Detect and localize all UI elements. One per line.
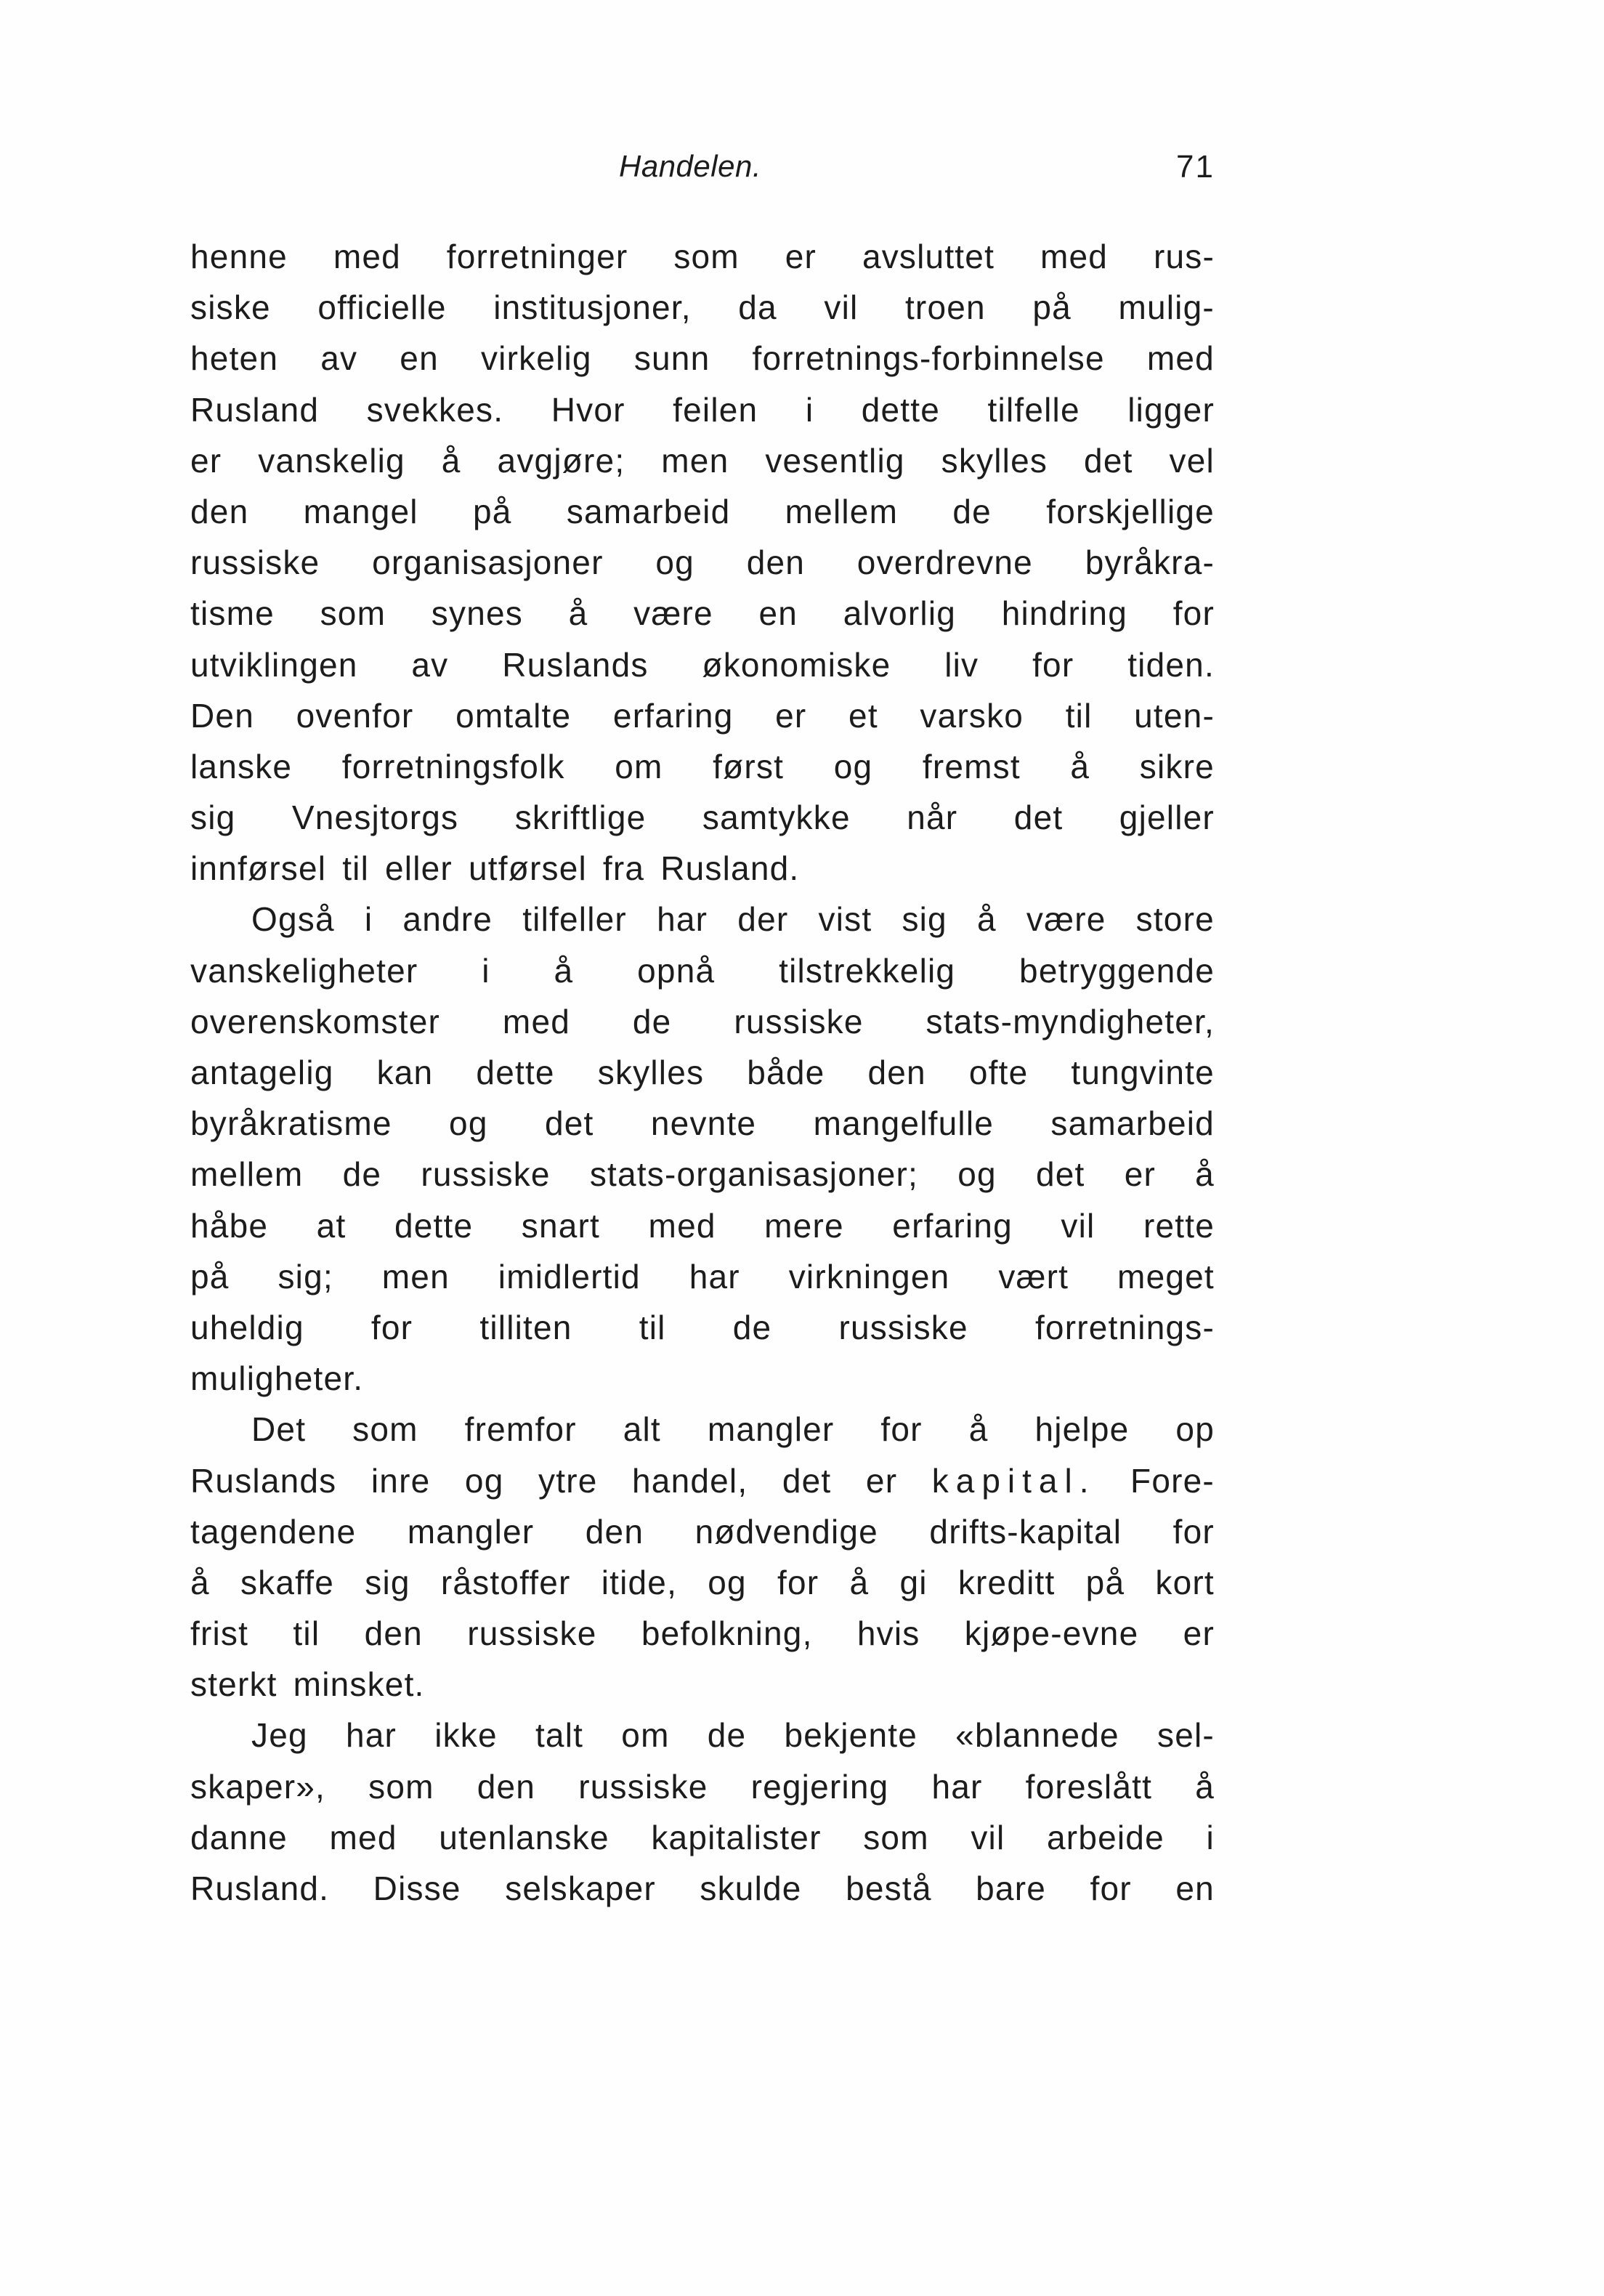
word: fremst: [922, 747, 1021, 785]
text-line: [190, 894, 1215, 945]
word: en: [400, 339, 439, 378]
word: Jeg: [251, 1716, 308, 1755]
word: alt: [623, 1410, 661, 1449]
word: når: [907, 799, 958, 837]
word: stats-myndigheter,: [925, 1002, 1215, 1040]
text-line: [190, 1761, 1215, 1812]
word: å: [1195, 1767, 1215, 1806]
word: det: [1084, 441, 1133, 480]
word: rette: [1143, 1206, 1215, 1245]
word: dette: [394, 1206, 474, 1245]
word: russiske: [838, 1308, 968, 1346]
word: en: [758, 594, 798, 633]
text-line: [190, 1404, 1215, 1455]
word: ytre: [538, 1461, 598, 1500]
word: å: [968, 1410, 989, 1449]
text-line: [190, 588, 1215, 639]
word: i: [1206, 1818, 1215, 1856]
word: den: [867, 1054, 926, 1091]
word: forretningsfolk: [341, 747, 565, 785]
word: varsko: [920, 696, 1024, 735]
word: betryggende: [1019, 951, 1215, 990]
word: for: [1090, 1869, 1132, 1907]
word: feilen: [673, 390, 758, 429]
word: avsluttet: [862, 238, 995, 275]
word: en: [1175, 1869, 1215, 1907]
word: det: [1013, 799, 1064, 837]
word: hjelpe: [1034, 1410, 1130, 1449]
word: handel,: [632, 1461, 748, 1500]
text-line: [190, 1455, 1215, 1506]
word: håbe: [190, 1206, 269, 1245]
word: sig: [365, 1563, 410, 1601]
word: er: [775, 696, 807, 735]
word: og: [833, 747, 873, 785]
text-line: [190, 282, 1215, 333]
word: Også: [251, 900, 335, 939]
word: vil: [824, 288, 859, 327]
word: kjøpe-evne: [964, 1614, 1139, 1653]
text-line: [190, 1353, 1215, 1404]
word: det: [782, 1461, 832, 1500]
word: med: [502, 1002, 571, 1040]
word: av: [320, 339, 358, 378]
word: Fore-: [1130, 1461, 1215, 1500]
word: kort: [1155, 1563, 1215, 1601]
word: talt: [535, 1716, 584, 1755]
word: forretninger: [446, 238, 628, 275]
word: å: [441, 441, 461, 480]
word: tilstrekkelig: [779, 951, 956, 990]
word: store: [1135, 900, 1215, 939]
word: Rusland: [190, 390, 320, 429]
word: alvorlig: [843, 594, 957, 633]
word: gjeller: [1119, 799, 1215, 837]
word: russiske: [467, 1614, 597, 1653]
word: foreslått: [1025, 1767, 1153, 1806]
body-text: [190, 231, 1215, 1914]
word: Den: [190, 696, 254, 735]
text-line: [190, 231, 1215, 282]
word: tilfelle: [987, 390, 1080, 429]
text-line: [190, 1047, 1215, 1098]
word: til: [342, 849, 370, 888]
word: opnå: [637, 951, 716, 990]
word: mangler: [407, 1512, 535, 1551]
word: der: [737, 900, 789, 939]
word: antagelig: [190, 1054, 334, 1091]
word: den: [477, 1767, 536, 1806]
text-line: [190, 1302, 1215, 1353]
word: eller: [385, 849, 453, 888]
word: vesentlig: [765, 441, 905, 480]
word: er: [865, 1461, 898, 1500]
word: å: [554, 951, 574, 990]
word: og: [464, 1461, 504, 1500]
word: forskjellige: [1046, 492, 1215, 530]
word: samarbeid: [566, 492, 731, 530]
word: sunn: [633, 339, 710, 378]
word: den: [364, 1614, 423, 1653]
word: drifts-kapital: [929, 1512, 1122, 1551]
word: råstoffer: [440, 1563, 571, 1601]
running-title: Handelen.: [619, 149, 761, 183]
word: å: [190, 1563, 210, 1601]
word: vært: [998, 1257, 1069, 1295]
word: op: [1175, 1410, 1215, 1449]
word: forretnings-forbinnelse: [752, 339, 1105, 378]
word: russiske: [734, 1002, 864, 1040]
word: skriftlige: [514, 799, 647, 837]
word: russiske: [578, 1767, 708, 1806]
word: ligger: [1127, 390, 1215, 429]
word: sig: [190, 799, 236, 837]
word: organisasjoner: [372, 543, 604, 582]
word: utenlanske: [439, 1818, 609, 1856]
text-line: [190, 1251, 1215, 1302]
word: erfaring: [892, 1206, 1013, 1245]
word: Ruslands: [502, 645, 649, 684]
word: både: [747, 1054, 825, 1091]
text-line: [190, 996, 1215, 1047]
word: med: [1146, 339, 1215, 378]
word: kreditt: [957, 1563, 1056, 1601]
text-line: [190, 333, 1215, 384]
word: som: [863, 1818, 929, 1856]
word: for: [1172, 594, 1215, 633]
word: troen: [904, 288, 986, 327]
word: fremfor: [464, 1410, 577, 1449]
word: skaper»,: [190, 1767, 326, 1806]
text-line: [190, 1863, 1215, 1914]
word: gi: [899, 1563, 928, 1601]
word: synes: [431, 594, 523, 633]
text-line: [190, 537, 1215, 588]
word: i: [805, 390, 814, 429]
word: inre: [370, 1461, 431, 1500]
word: i: [364, 900, 373, 939]
word: russiske: [421, 1155, 551, 1194]
word: på: [1032, 288, 1072, 327]
word: og: [708, 1563, 747, 1601]
word: med: [648, 1206, 716, 1245]
word: Rusland.: [660, 849, 800, 888]
word: skulde: [700, 1869, 802, 1907]
word: av: [411, 645, 449, 684]
word: økonomiske: [702, 645, 891, 684]
word: overdrevne: [856, 543, 1033, 582]
word: det: [1035, 1155, 1085, 1194]
text-line: [190, 1812, 1215, 1863]
word: til: [1065, 696, 1093, 735]
word: men: [381, 1257, 450, 1295]
word: tilfeller: [522, 900, 627, 939]
word: er: [1183, 1614, 1215, 1653]
text-line: [190, 384, 1215, 435]
word: liv: [944, 645, 979, 684]
word: kan: [376, 1054, 434, 1091]
word: om: [615, 747, 663, 785]
word: siske: [190, 288, 271, 327]
word: dette: [861, 390, 941, 429]
word: er: [785, 238, 817, 275]
word: med: [329, 1818, 397, 1856]
word: og: [957, 1155, 997, 1194]
word: på: [472, 492, 512, 530]
word: i: [482, 951, 490, 990]
word: sikre: [1139, 747, 1215, 785]
text-line: [190, 945, 1215, 996]
text-line: [190, 1608, 1215, 1659]
text-line: [190, 1710, 1215, 1761]
word: mere: [764, 1206, 844, 1245]
word: de: [707, 1716, 747, 1755]
word: skylles: [941, 441, 1048, 480]
word: heten: [190, 339, 279, 378]
word: å: [1195, 1155, 1215, 1194]
word: samtykke: [702, 799, 851, 837]
word: et: [848, 696, 878, 735]
running-head: [190, 149, 1215, 200]
word: som: [320, 594, 386, 633]
word: «blannede: [955, 1716, 1119, 1755]
word: nevnte: [650, 1104, 757, 1143]
page-number: 71: [1176, 149, 1215, 185]
word: Disse: [373, 1869, 461, 1907]
word: vanskeligheter: [190, 951, 418, 990]
word: lanske: [190, 747, 293, 785]
word: sel-: [1157, 1716, 1215, 1755]
word: Hvor: [551, 390, 625, 429]
word: de: [632, 1002, 672, 1040]
word: om: [621, 1716, 670, 1755]
word: og: [449, 1104, 488, 1143]
word: sig;: [278, 1257, 333, 1295]
word: for: [880, 1410, 923, 1449]
word: til: [639, 1308, 666, 1346]
word: for: [777, 1563, 819, 1601]
word: skaffe: [240, 1563, 335, 1601]
word: kapital.: [931, 1461, 1096, 1500]
word: som: [368, 1767, 434, 1806]
word: bestå: [846, 1869, 932, 1907]
word: byråkra-: [1085, 543, 1215, 582]
word: bekjente: [784, 1716, 918, 1755]
word: byråkratisme: [190, 1104, 392, 1143]
word: sterkt: [190, 1665, 278, 1704]
text-line: [190, 843, 1215, 894]
word: henne: [190, 238, 288, 275]
word: andre: [402, 900, 493, 939]
word: på: [190, 1257, 230, 1295]
word: imidlertid: [498, 1257, 641, 1295]
word: vil: [971, 1818, 1005, 1856]
word: regjering: [750, 1767, 889, 1806]
word: vanskelig: [258, 441, 405, 480]
word: for: [1032, 645, 1074, 684]
word: den: [585, 1512, 644, 1551]
word: bare: [976, 1869, 1047, 1907]
word: mellem: [785, 492, 899, 530]
word: tisme: [190, 594, 275, 633]
word: og: [655, 543, 694, 582]
word: for: [1172, 1512, 1215, 1551]
word: overenskomster: [190, 1002, 441, 1040]
word: har: [345, 1716, 397, 1755]
word: til: [293, 1614, 320, 1653]
word: utførsel: [468, 849, 587, 888]
word: de: [732, 1308, 772, 1346]
word: svekkes.: [366, 390, 504, 429]
word: tiden.: [1127, 645, 1215, 684]
word: institusjoner,: [493, 288, 692, 327]
word: itide,: [601, 1563, 678, 1601]
word: uheldig: [190, 1308, 304, 1346]
word: tagendene: [190, 1512, 357, 1551]
word: som: [673, 238, 740, 275]
word: å: [1070, 747, 1090, 785]
word: snart: [521, 1206, 601, 1245]
word: officielle: [317, 288, 447, 327]
word: tilliten: [479, 1308, 572, 1346]
word: de: [342, 1155, 382, 1194]
word: befolkning,: [641, 1614, 813, 1653]
word: selskaper: [505, 1869, 656, 1907]
word: men: [661, 441, 729, 480]
word: kapitalister: [651, 1818, 822, 1856]
word: mulig-: [1118, 288, 1215, 327]
text-line: [190, 1557, 1215, 1608]
text-line: [190, 792, 1215, 843]
word: har: [931, 1767, 983, 1806]
word: å: [849, 1563, 870, 1601]
word: vist: [818, 900, 872, 939]
text-line: [190, 1506, 1215, 1557]
word: Det: [251, 1410, 307, 1449]
word: Ruslands: [190, 1461, 337, 1500]
text-line: [190, 741, 1215, 792]
word: frist: [190, 1614, 249, 1653]
word: være: [633, 594, 713, 633]
word: den: [746, 543, 806, 582]
text-line: [190, 639, 1215, 690]
word: virkningen: [788, 1257, 950, 1295]
text-line: [190, 1659, 1215, 1710]
word: rus-: [1153, 238, 1215, 275]
word: uten-: [1134, 696, 1215, 735]
word: da: [738, 288, 777, 327]
word: mellem: [190, 1155, 304, 1194]
word: forretnings-: [1034, 1308, 1215, 1346]
word: å: [568, 594, 588, 633]
word: hindring: [1001, 594, 1127, 633]
word: minsket.: [293, 1665, 425, 1704]
word: samarbeid: [1050, 1104, 1215, 1143]
word: meget: [1117, 1257, 1215, 1295]
text-line: [190, 1149, 1215, 1200]
word: å: [976, 900, 997, 939]
word: med: [333, 238, 401, 275]
word: russiske: [190, 543, 320, 582]
word: har: [657, 900, 708, 939]
word: vil: [1061, 1206, 1095, 1245]
word: ovenfor: [296, 696, 414, 735]
word: skylles: [597, 1054, 705, 1091]
word: utviklingen: [190, 645, 358, 684]
text-line: [190, 690, 1215, 741]
text-line: [190, 486, 1215, 537]
word: hvis: [856, 1614, 920, 1653]
word: med: [1040, 238, 1109, 275]
word: Rusland.: [190, 1869, 330, 1907]
word: arbeide: [1047, 1818, 1164, 1856]
word: virkelig: [480, 339, 592, 378]
word: ikke: [434, 1716, 498, 1755]
word: har: [689, 1257, 740, 1295]
word: ofte: [968, 1054, 1029, 1091]
word: på: [1085, 1563, 1125, 1601]
word: dette: [476, 1054, 555, 1091]
word: danne: [190, 1818, 288, 1856]
word: det: [544, 1104, 594, 1143]
word: muligheter.: [190, 1359, 364, 1398]
word: mangel: [303, 492, 418, 530]
word: tungvinte: [1071, 1054, 1215, 1091]
text-line: [190, 435, 1215, 486]
word: den: [190, 492, 249, 530]
word: mangelfulle: [813, 1104, 995, 1143]
word: avgjøre;: [497, 441, 625, 480]
word: er: [1124, 1155, 1156, 1194]
word: stats-organisasjoner;: [589, 1155, 919, 1194]
word: innførsel: [190, 849, 327, 888]
word: at: [316, 1206, 347, 1245]
word: erfaring: [612, 696, 734, 735]
word: fra: [602, 849, 645, 888]
word: for: [370, 1308, 413, 1346]
word: sig: [902, 900, 947, 939]
word: er: [190, 441, 222, 480]
word: de: [952, 492, 992, 530]
word: omtalte: [455, 696, 572, 735]
word: først: [713, 747, 785, 785]
word: mangler: [707, 1410, 835, 1449]
word: Vnesjtorgs: [291, 799, 459, 837]
text-line: [190, 1200, 1215, 1251]
word: være: [1026, 900, 1106, 939]
word: som: [352, 1410, 418, 1449]
word: nødvendige: [694, 1512, 878, 1551]
text-line: [190, 1098, 1215, 1149]
word: vel: [1169, 441, 1215, 480]
